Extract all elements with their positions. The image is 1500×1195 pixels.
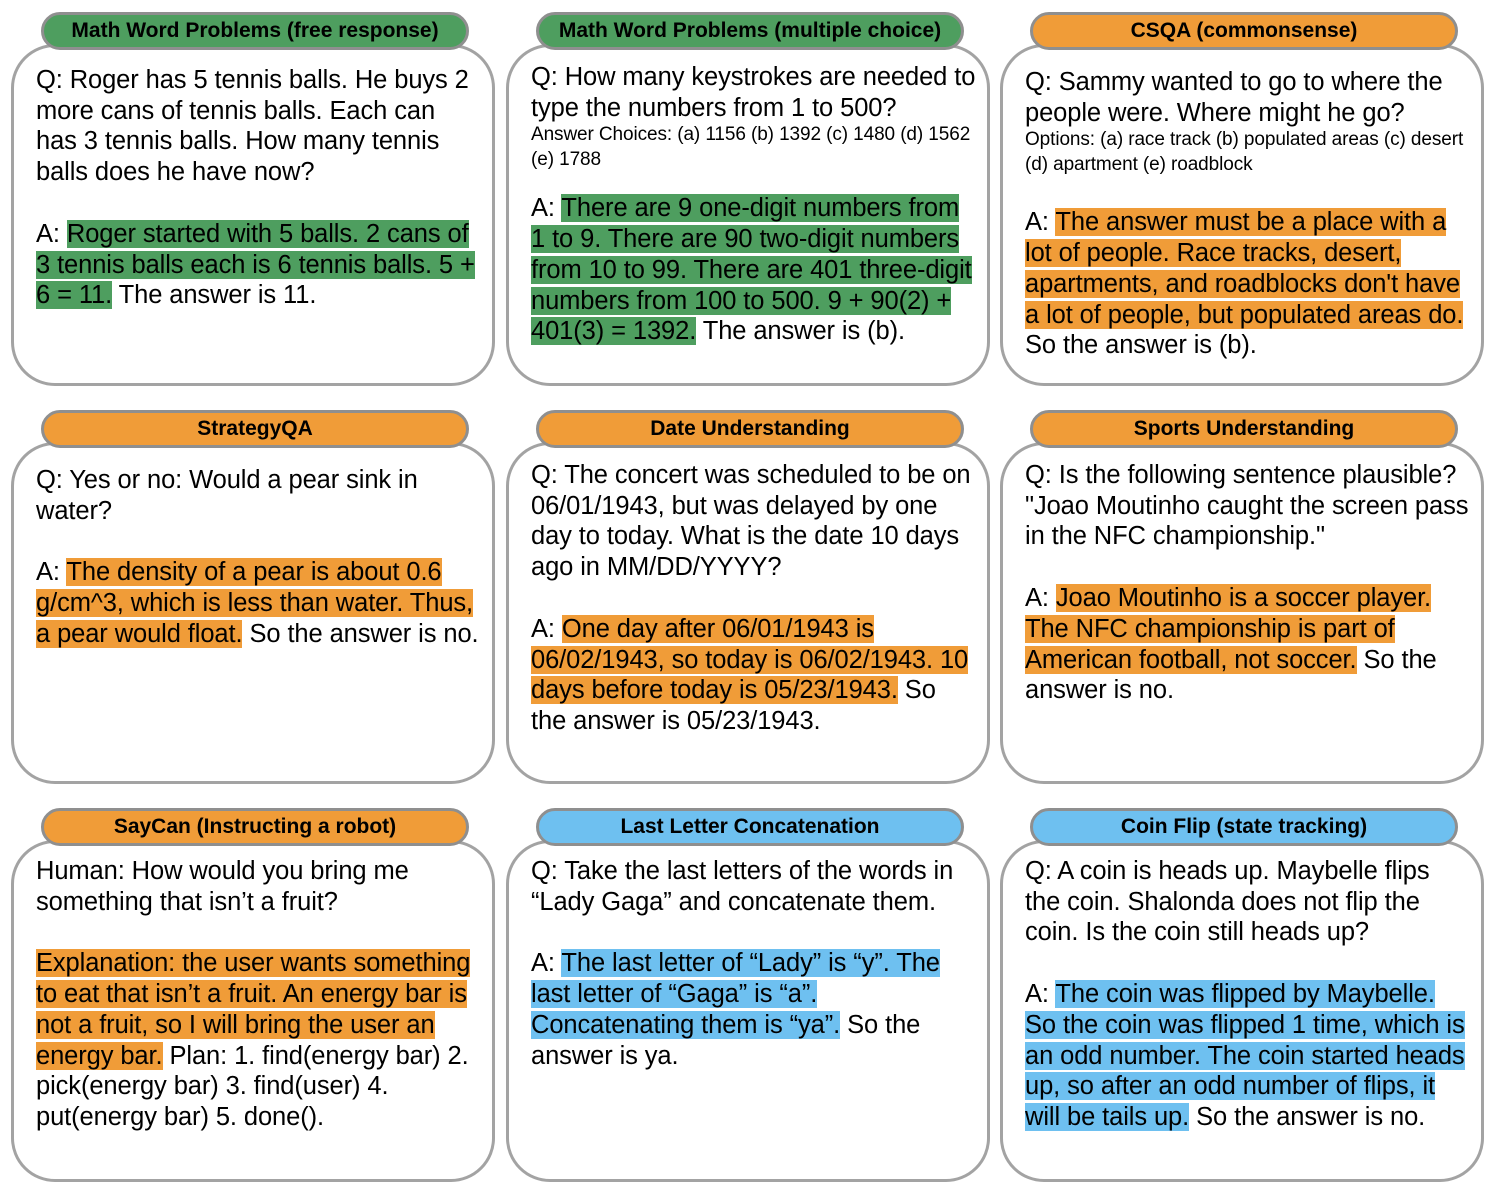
answer-rest: So the answer is (b). [1025, 331, 1257, 360]
question-text: Q: Is the following sentence plausible? "Joao Moutinho caught the screen pass in the NFC championship." [1025, 461, 1469, 551]
answer-rest: Plan: 1. find(energy bar) 2. pick(energy bar) 3. find(user) 4. put(energy bar) 5. done(). [36, 1041, 469, 1131]
answer-rest: So the answer is ya. [531, 1010, 921, 1070]
answer-rest: The answer is (b). [696, 317, 905, 346]
question-text: Q: Take the last letters of the words in “Lady Gaga” and concatenate them. [531, 857, 954, 916]
answer-prefix: A: [1025, 208, 1056, 237]
panel-title: StrategyQA [41, 410, 469, 448]
answer-choices: Answer Choices: (a) 1156 (b) 1392 (c) 1480 (d) 1562 (e) 1788 [531, 124, 971, 170]
panel-body [36, 465, 481, 650]
answer-prefix: A: [531, 949, 562, 978]
answer-text [1025, 583, 1470, 706]
panel-body [1025, 856, 1470, 1133]
answer-prefix: A: [1025, 980, 1056, 1009]
answer-prefix: A: [531, 194, 562, 223]
answer-prefix: A: [36, 219, 67, 248]
chain-of-thought-highlight: Explanation: the user wants something to eat that isn’t a fruit. An energy bar is not a fruit, so I will bring the user an energy bar. [36, 949, 471, 1070]
answer-prefix: A: [1025, 584, 1056, 613]
answer-rest: So the answer is 05/23/1943. [531, 676, 936, 735]
question-text: Q: Yes or no: Would a pear sink in water? [36, 466, 418, 525]
panel-title: CSQA (commonsense) [1030, 12, 1458, 50]
panel-body [1025, 460, 1470, 706]
answer-text [36, 557, 481, 649]
answer-rest: So the answer is no. [1025, 645, 1437, 705]
question-text: Q: The concert was scheduled to be on 06/01/1943, but was delayed by one day to today. What is the date 10 days ago in MM/DD/YYYY? [531, 461, 971, 582]
chain-of-thought-highlight: One day after 06/01/1943 is 06/02/1943, so today is 06/02/1943. 10 days before today is 05/23/1943. [531, 614, 969, 705]
answer-text [531, 193, 976, 347]
panel-body [1025, 67, 1470, 361]
panel-title: Sports Understanding [1030, 410, 1458, 448]
chain-of-thought-highlight: There are 9 one-digit numbers from 1 to 9. There are 90 two-digit numbers from 10 to 99. There are 401 three-digit numbers from 100 to 500. 9 + 90(2) + 401(3) = 1392. [531, 194, 972, 346]
chain-of-thought-highlight: The last letter of “Lady” is “y”. The last letter of “Gaga” is “a”. Concatenating them is “ya”. [531, 949, 940, 1039]
chain-of-thought-highlight: The answer must be a place with a lot of people. Race tracks, desert, apartments, and roadblocks don't have a lot of people, but populated areas do. [1025, 208, 1464, 329]
answer-options: Options: (a) race track (b) populated areas (c) desert (d) apartment (e) roadblock [1025, 129, 1464, 175]
panel-title: Math Word Problems (multiple choice) [536, 12, 964, 50]
question-text: Q: How many keystrokes are needed to type the numbers from 1 to 500? [531, 63, 976, 122]
answer-text [531, 614, 976, 737]
panel-body [36, 856, 481, 1133]
panel-title: Coin Flip (state tracking) [1030, 808, 1458, 846]
chain-of-thought-highlight: The coin was flipped by Maybelle. So the coin was flipped 1 time, which is an odd number. The coin started heads up, so after an odd number of flips, it will be tails up. [1025, 980, 1465, 1131]
chain-of-thought-highlight: The density of a pear is about 0.6 g/cm^3, which is less than water. Thus, a pear would float. [36, 558, 474, 648]
answer-rest: So the answer is no. [242, 619, 479, 648]
answer-prefix: A: [531, 614, 562, 643]
answer-text [36, 219, 481, 311]
panel-body [531, 460, 976, 737]
answer-text [531, 948, 976, 1071]
answer-rest: The answer is 11. [112, 281, 317, 310]
answer-prefix: A: [36, 558, 67, 587]
question-text: Q: A coin is heads up. Maybelle flips the coin. Shalonda does not flip the coin. Is the coin still heads up? [1025, 857, 1430, 947]
question-text: Q: Sammy wanted to go to where the people were. Where might he go? [1025, 68, 1443, 127]
panel-body [36, 65, 481, 311]
answer-text [36, 948, 481, 1132]
panel-title: Date Understanding [536, 410, 964, 448]
panel-body [531, 62, 976, 347]
answer-rest: So the answer is no. [1189, 1102, 1426, 1131]
chain-of-thought-highlight: Roger started with 5 balls. 2 cans of 3 tennis balls each is 6 tennis balls. 5 + 6 = 11. [36, 219, 475, 310]
panel-title: Math Word Problems (free response) [41, 12, 469, 50]
panel-title: SayCan (Instructing a robot) [41, 808, 469, 846]
question-text: Q: Roger has 5 tennis balls. He buys 2 more cans of tennis balls. Each can has 3 tennis balls. How many tennis balls does he have now? [36, 66, 469, 187]
panel-body [531, 856, 976, 1071]
answer-text [1025, 979, 1470, 1133]
chain-of-thought-highlight: Joao Moutinho is a soccer player. The NFC championship is part of American football, not soccer. [1025, 584, 1432, 674]
answer-text [1025, 207, 1470, 361]
panel-title: Last Letter Concatenation [536, 808, 964, 846]
question-text: Human: How would you bring me something that isn’t a fruit? [36, 857, 409, 916]
